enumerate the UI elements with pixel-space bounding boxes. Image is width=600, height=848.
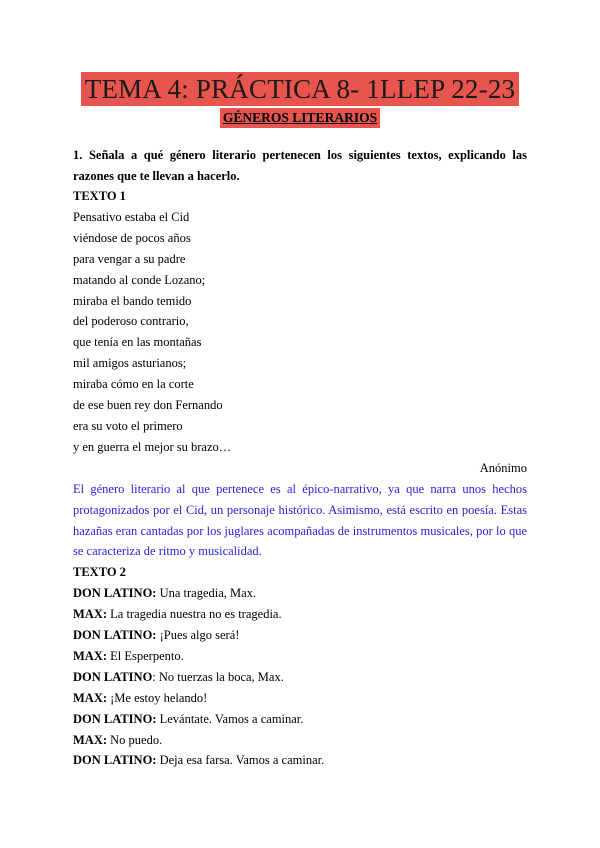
subtitle-container	[0, 108, 600, 128]
title-container	[0, 72, 600, 106]
verse-line: era su voto el primero	[73, 418, 183, 433]
dialogue-line	[73, 709, 527, 730]
verse-line: para vengar a su padre	[73, 251, 186, 266]
verse-line: del poderoso contrario,	[73, 314, 189, 329]
dialogue-line	[73, 646, 527, 667]
dialogue-text: Una tragedia, Max.	[156, 586, 257, 601]
document-body	[73, 145, 527, 771]
speaker-label: DON LATINO	[73, 669, 153, 684]
verse-line: matando al conde Lozano;	[73, 272, 206, 287]
speaker-label: DON LATINO:	[73, 753, 157, 768]
dialogue-line	[73, 750, 527, 771]
speaker-label: MAX:	[73, 690, 108, 705]
page-title: TEMA 4: PRÁCTICA 8- 1LLEP 22-23	[81, 72, 519, 106]
speaker-label: DON LATINO:	[73, 628, 157, 643]
verse-line: miraba cómo en la corte	[73, 377, 194, 392]
speaker-label: MAX:	[73, 607, 108, 622]
texto1-answer: El género literario al que pertenece es al épico-narrativo, ya que narra unos hechos protagonizados por el Cid, un personaje histórico. Asimismo, está escrito en poesía. Estas hazañas eran cantadas por los juglares acompañadas de instrumentos musicales, por lo que se caracteriza de ritmo y musicalidad.	[73, 481, 527, 559]
verse-line: viéndose de pocos años	[73, 230, 191, 245]
dialogue-text: : No tuerzas la boca, Max.	[152, 669, 284, 684]
page-subtitle: GÉNEROS LITERARIOS	[220, 108, 380, 128]
texto1-heading: TEXTO 1	[73, 189, 126, 203]
speaker-label: DON LATINO:	[73, 711, 157, 726]
dialogue-line	[73, 688, 527, 709]
texto1-author: Anónimo	[479, 460, 527, 475]
dialogue-line	[73, 604, 527, 625]
verse-line: que tenía en las montañas	[73, 335, 202, 350]
dialogue-text: No puedo.	[107, 732, 163, 747]
texto2-heading: TEXTO 2	[73, 565, 126, 580]
speaker-label: DON LATINO:	[73, 586, 157, 601]
dialogue-line	[73, 583, 527, 604]
dialogue-text: ¡Me estoy helando!	[107, 690, 208, 705]
verse-line: miraba el bando temido	[73, 293, 192, 308]
verse-line: mil amigos asturianos;	[73, 356, 187, 371]
verse-line: Pensativo estaba el Cid	[73, 209, 190, 224]
speaker-label: MAX:	[73, 732, 108, 747]
dialogue-text: El Esperpento.	[107, 648, 184, 663]
dialogue-text: La tragedia nuestra no es tragedia.	[107, 607, 282, 622]
dialogue-text: ¡Pues algo será!	[156, 628, 240, 643]
speaker-label: MAX:	[73, 648, 108, 663]
dialogue-line	[73, 667, 527, 688]
question-1: 1. Señala a qué género literario pertenecen los siguientes textos, explicando las razones que te llevan a hacerlo.	[73, 148, 527, 183]
verse-line: y en guerra el mejor su brazo…	[73, 439, 232, 454]
dialogue-line	[73, 625, 527, 646]
verse-line: de ese buen rey don Fernando	[73, 398, 223, 413]
dialogue-text: Deja esa farsa. Vamos a caminar.	[156, 753, 325, 768]
dialogue-line	[73, 730, 527, 751]
dialogue-text: Levántate. Vamos a caminar.	[156, 711, 304, 726]
